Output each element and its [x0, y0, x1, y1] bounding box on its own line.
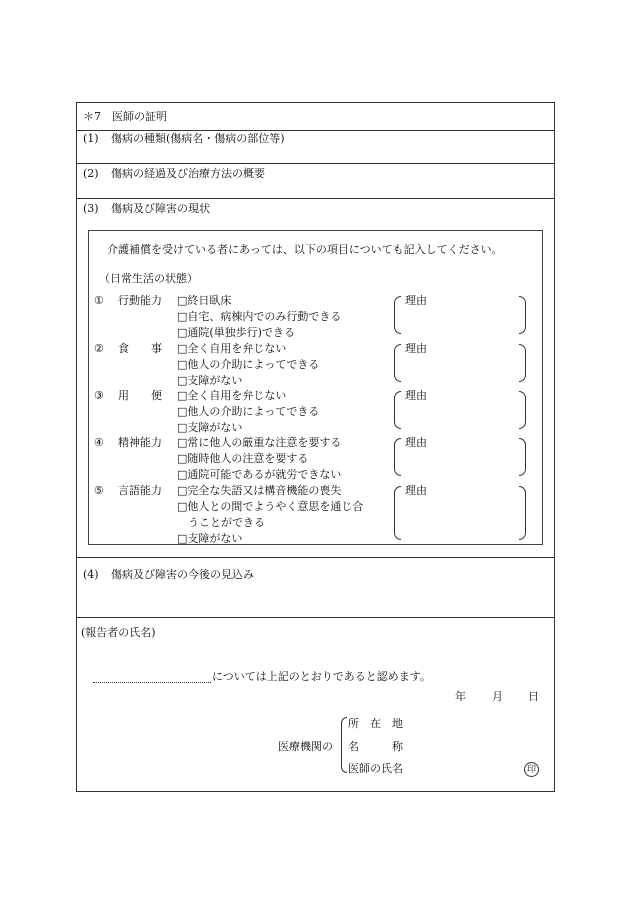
category-label-mobility: 行動能力 — [118, 294, 162, 307]
certification-statement: については上記のとおりであると認めます。 — [212, 670, 431, 683]
row-number: (1) — [83, 132, 99, 145]
institution-address-label[interactable]: 所 在 地 — [348, 717, 403, 730]
date-year[interactable]: 年 — [455, 690, 466, 703]
medical-institution-label: 医療機関の — [278, 740, 333, 753]
reason-label: 理由 — [405, 484, 427, 497]
option-checkbox[interactable]: □通院(単独歩行)できる — [177, 326, 295, 339]
category-number: ② — [94, 342, 104, 355]
row-label-treatment-summary[interactable]: 傷病の経過及び治療方法の概要 — [111, 167, 265, 180]
reason-bracket — [394, 438, 401, 476]
institution-name-label[interactable]: 名 称 — [348, 740, 403, 753]
section-title: ＊7 医師の証明 — [83, 110, 167, 123]
seal-icon: 印 — [524, 762, 539, 777]
divider — [76, 130, 555, 131]
option-checkbox[interactable]: □随時他人の注意を要する — [177, 452, 309, 465]
reason-label: 理由 — [405, 436, 427, 449]
reason-bracket — [519, 391, 526, 429]
date-day[interactable]: 日 — [528, 690, 539, 703]
row-number: (2) — [83, 167, 99, 180]
option-checkbox[interactable]: □支障がない — [177, 421, 243, 434]
reporter-name-label: (報告者の氏名) — [81, 626, 156, 639]
option-checkbox[interactable]: □支障がない — [177, 374, 243, 387]
divider — [76, 557, 555, 558]
reason-bracket — [519, 344, 526, 382]
category-number: ④ — [94, 436, 104, 449]
divider — [76, 198, 555, 199]
option-checkbox[interactable]: □他人との間でようやく意思を通じ合 — [177, 500, 364, 513]
category-number: ⑤ — [94, 484, 104, 497]
reason-bracket — [519, 296, 526, 334]
row-label-current-status: 傷病及び障害の現状 — [111, 202, 210, 215]
option-checkbox[interactable]: □支障がない — [177, 532, 243, 545]
category-label-speech: 言語能力 — [118, 484, 162, 497]
patient-name-field[interactable] — [93, 682, 211, 683]
option-checkbox[interactable]: □全く自用を弁じない — [177, 389, 287, 402]
category-label-eating: 食 事 — [118, 342, 162, 355]
date-month[interactable]: 月 — [492, 690, 503, 703]
reason-label: 理由 — [405, 342, 427, 355]
divider — [76, 617, 555, 618]
divider — [76, 163, 555, 164]
row-label-prognosis[interactable]: 傷病及び障害の今後の見込み — [111, 568, 254, 581]
institution-brace — [341, 717, 347, 773]
row-number: (3) — [83, 202, 99, 215]
option-checkbox[interactable]: □全く自用を弁じない — [177, 342, 287, 355]
reason-bracket — [394, 296, 401, 334]
reason-label: 理由 — [405, 294, 427, 307]
category-number: ③ — [94, 389, 104, 402]
daily-life-heading: （日常生活の状態） — [99, 272, 198, 285]
option-checkbox[interactable]: □通院可能であるが就労できない — [177, 468, 342, 481]
row-number: (4) — [83, 568, 99, 581]
option-checkbox[interactable]: □完全な失語又は構音機能の喪失 — [177, 484, 342, 497]
category-label-mental: 精神能力 — [118, 436, 162, 449]
care-notice: 介護補償を受けている者にあっては、以下の項目についても記入してください。 — [107, 243, 503, 256]
option-checkbox[interactable]: □終日臥床 — [177, 294, 232, 307]
reason-bracket — [519, 438, 526, 476]
option-checkbox[interactable]: □他人の介助によってできる — [177, 358, 320, 371]
option-continuation: うことができる — [177, 516, 265, 529]
category-number: ① — [94, 294, 104, 307]
category-label-toileting: 用 便 — [118, 389, 162, 402]
option-checkbox[interactable]: □常に他人の厳重な注意を要する — [177, 436, 342, 449]
reason-label: 理由 — [405, 389, 427, 402]
option-checkbox[interactable]: □自宅、病棟内でのみ行動できる — [177, 310, 342, 323]
doctor-name-label[interactable]: 医師の氏名 — [348, 762, 403, 775]
option-checkbox[interactable]: □他人の介助によってできる — [177, 405, 320, 418]
reason-bracket — [394, 486, 401, 540]
reason-bracket — [519, 486, 526, 540]
row-label-injury-type[interactable]: 傷病の種類(傷病名・傷病の部位等) — [111, 132, 285, 145]
reason-bracket — [394, 391, 401, 429]
reason-bracket — [394, 344, 401, 382]
